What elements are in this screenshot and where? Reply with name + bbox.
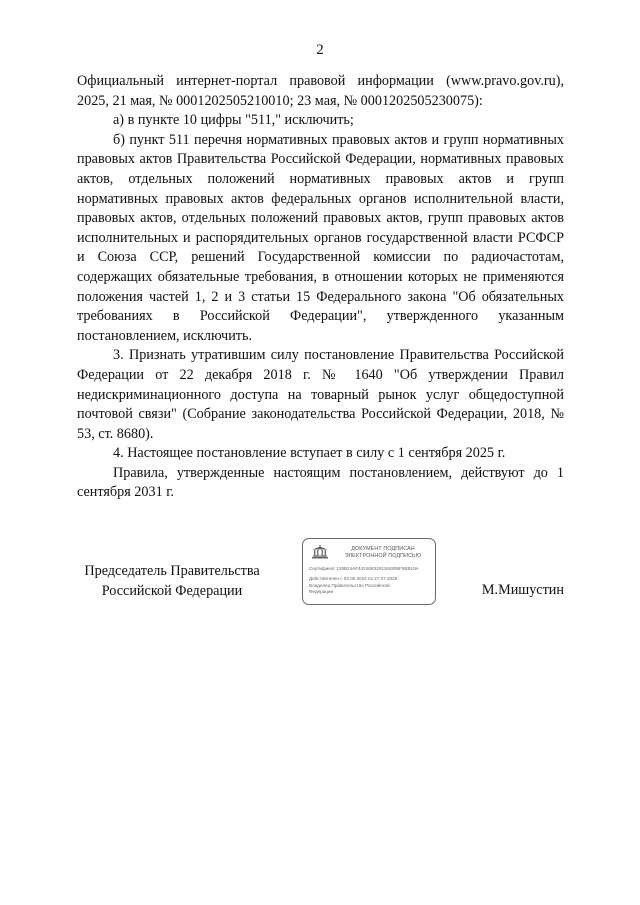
page-number: 2 (316, 42, 324, 58)
signer-title-line-1: Председатель Правительства (84, 563, 260, 579)
signer-name: М.Мишустин (481, 582, 564, 598)
stamp-validity: Действителен с 03.05.2024 по 27.07.2025 (309, 576, 398, 581)
paragraph-4: 3. Признать утратившим силу постановление Правительства Российской Федерации от 22 декабря 2018 г. № 1640 "Об утверждении Правил недискриминационного доступа на товарный рынок услуг общедоступной почтовой связи" (Собрание законодательства Российской Федерации, 2018, № 53, ст. 8680). (77, 347, 564, 442)
document-body (77, 72, 564, 503)
stamp-heading-line-1: ДОКУМЕНТ ПОДПИСАН (351, 546, 415, 552)
paragraph-1: Официальный интернет-портал правовой информации (www.pravo.gov.ru), 2025, 21 мая, № 0001202505210010; 23 мая, № 0001202505230075): (77, 73, 564, 109)
paragraph-2: а) в пункте 10 цифры "511," исключить; (113, 112, 354, 129)
signer-title-line-2: Российской Федерации (101, 582, 243, 599)
paragraph-5: 4. Настоящее постановление вступает в силу с 1 сентября 2025 г. (113, 445, 506, 462)
stamp-heading-line-2: ЭЛЕКТРОННОЙ ПОДПИСЬЮ (344, 552, 422, 559)
paragraph-3: б) пункт 511 перечня нормативных правовых актов и групп нормативных правовых актов Правительства Российской Федерации, нормативных правовых актов, отдельных положений нормативных правовых актов и групп нормативных правовых актов федеральных органов исполнительной власти, правовых актов, отдельных положений правовых актов, групп правовых актов исполнительных и распорядительных органов государственной власти РСФСР и Союза ССР, решений Государственной комиссии по радиочастотам, содержащих обязательные требования, в отношении которых не применяются положения частей 1, 2 и 3 статьи 15 Федерального закона "Об обязательных требованиях в Российской Федерации", утвержденного указанным постановлением, исключить. (77, 131, 564, 344)
electronic-signature-stamp (302, 538, 436, 605)
stamp-heading (335, 546, 431, 559)
signer-title (77, 562, 267, 601)
signature-block (77, 536, 564, 608)
stamp-owner-line-2: Федерации (309, 589, 334, 594)
stamp-certificate: Сертификат 129B24AF44246E5261184808F5BB19A (309, 566, 419, 571)
stamp-owner-line-1: Владелец Правительство Российской (309, 583, 390, 588)
paragraph-6: Правила, утвержденные настоящим постановлением, действуют до 1 сентября 2031 г. (77, 464, 564, 501)
government-building-icon (311, 545, 329, 559)
